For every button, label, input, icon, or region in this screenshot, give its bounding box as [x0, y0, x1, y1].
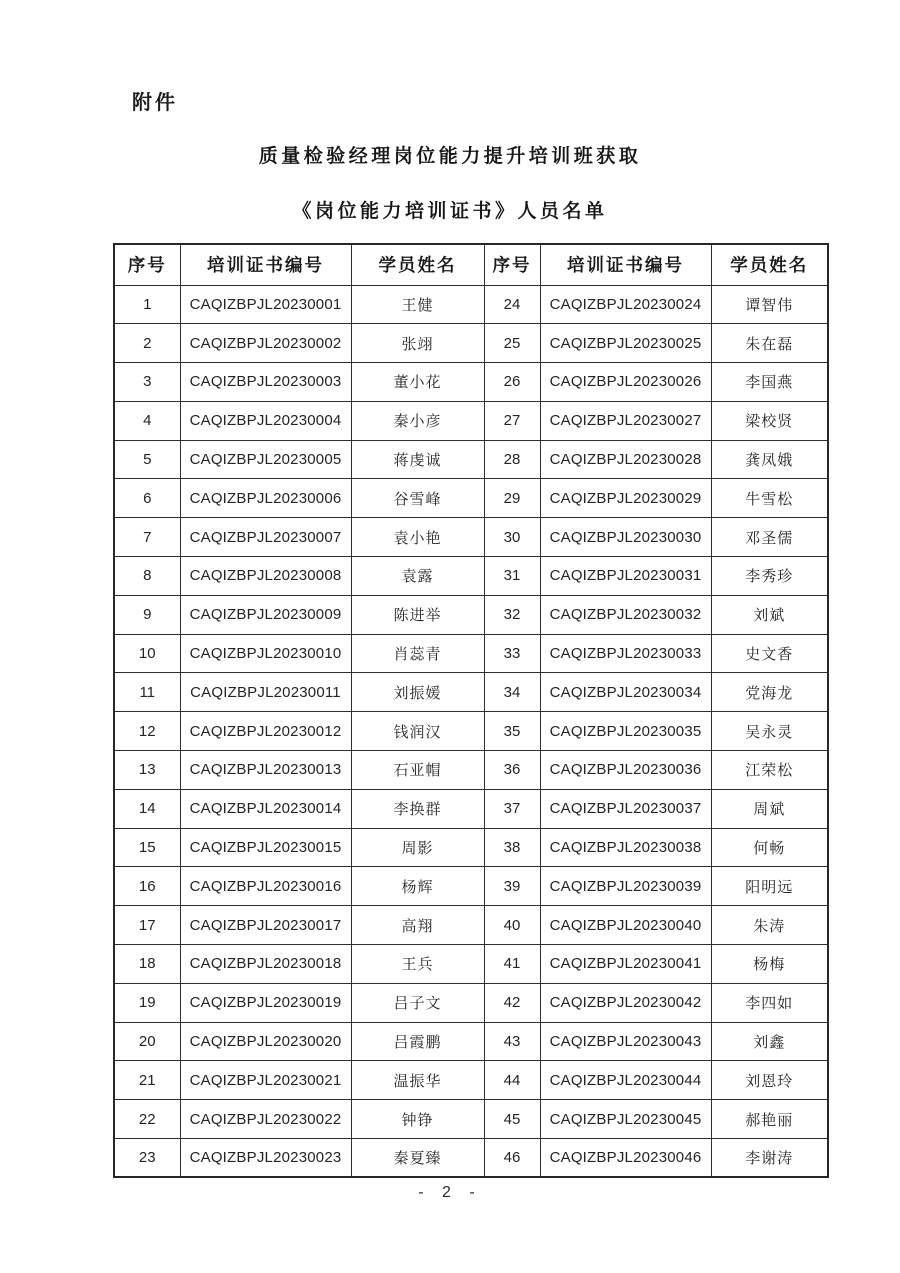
cell-name-left: 石亚帽: [351, 751, 484, 790]
cell-name-left: 肖蕊青: [351, 634, 484, 673]
cell-name-right: 李国燕: [711, 363, 828, 402]
cell-name-left: 袁露: [351, 557, 484, 596]
cell-cert-left: CAQIZBPJL20230007: [180, 518, 351, 557]
cell-cert-left: CAQIZBPJL20230022: [180, 1100, 351, 1139]
table-row: [114, 828, 828, 867]
cell-index-left: 11: [114, 673, 180, 712]
cell-name-right: 党海龙: [711, 673, 828, 712]
table-row: [114, 712, 828, 751]
cell-cert-left: CAQIZBPJL20230020: [180, 1022, 351, 1061]
cell-cert-right: CAQIZBPJL20230038: [540, 828, 711, 867]
cell-name-left: 秦夏臻: [351, 1139, 484, 1178]
cell-name-left: 陈进举: [351, 595, 484, 634]
cell-name-right: 史文香: [711, 634, 828, 673]
header-cell-index-left: 序号: [114, 244, 180, 285]
cell-cert-left: CAQIZBPJL20230017: [180, 906, 351, 945]
cell-cert-left: CAQIZBPJL20230014: [180, 789, 351, 828]
cell-index-right: 32: [484, 595, 540, 634]
cell-name-right: 邓圣儒: [711, 518, 828, 557]
cell-index-right: 36: [484, 751, 540, 790]
cell-index-left: 4: [114, 401, 180, 440]
cell-index-left: 9: [114, 595, 180, 634]
cell-index-right: 34: [484, 673, 540, 712]
cell-name-right: 吴永灵: [711, 712, 828, 751]
cell-index-left: 8: [114, 557, 180, 596]
cell-cert-left: CAQIZBPJL20230023: [180, 1139, 351, 1178]
cell-index-right: 41: [484, 945, 540, 984]
table-row: [114, 867, 828, 906]
cell-name-right: 杨梅: [711, 945, 828, 984]
header-cell-name-right: 学员姓名: [711, 244, 828, 285]
cell-cert-left: CAQIZBPJL20230010: [180, 634, 351, 673]
cell-index-left: 18: [114, 945, 180, 984]
cell-cert-left: CAQIZBPJL20230008: [180, 557, 351, 596]
cell-cert-left: CAQIZBPJL20230009: [180, 595, 351, 634]
cell-cert-left: CAQIZBPJL20230021: [180, 1061, 351, 1100]
cell-name-right: 周斌: [711, 789, 828, 828]
table-row: [114, 945, 828, 984]
cell-cert-right: CAQIZBPJL20230043: [540, 1022, 711, 1061]
cell-cert-right: CAQIZBPJL20230039: [540, 867, 711, 906]
header-cell-cert-left: 培训证书编号: [180, 244, 351, 285]
cell-name-right: 李谢涛: [711, 1139, 828, 1178]
cell-index-left: 6: [114, 479, 180, 518]
cell-cert-left: CAQIZBPJL20230011: [180, 673, 351, 712]
cell-name-left: 吕霞鹏: [351, 1022, 484, 1061]
cell-cert-left: CAQIZBPJL20230016: [180, 867, 351, 906]
cell-cert-right: CAQIZBPJL20230046: [540, 1139, 711, 1178]
cell-name-left: 蒋虔诚: [351, 440, 484, 479]
cell-name-left: 张翊: [351, 324, 484, 363]
cell-index-left: 14: [114, 789, 180, 828]
table-row: [114, 906, 828, 945]
cell-cert-right: CAQIZBPJL20230029: [540, 479, 711, 518]
table-row: [114, 324, 828, 363]
table-row: [114, 363, 828, 402]
table-row: [114, 479, 828, 518]
cell-name-right: 阳明远: [711, 867, 828, 906]
table-row: [114, 634, 828, 673]
table-row: [114, 440, 828, 479]
cell-index-right: 45: [484, 1100, 540, 1139]
cell-index-right: 31: [484, 557, 540, 596]
cell-name-left: 李换群: [351, 789, 484, 828]
roster-table-body: [114, 285, 828, 1177]
cell-index-right: 30: [484, 518, 540, 557]
header-cell-name-left: 学员姓名: [351, 244, 484, 285]
cell-cert-left: CAQIZBPJL20230001: [180, 285, 351, 324]
cell-cert-right: CAQIZBPJL20230030: [540, 518, 711, 557]
table-row: [114, 1061, 828, 1100]
cell-cert-right: CAQIZBPJL20230036: [540, 751, 711, 790]
cell-name-right: 李秀珍: [711, 557, 828, 596]
cell-name-left: 秦小彦: [351, 401, 484, 440]
table-row: [114, 557, 828, 596]
cell-cert-right: CAQIZBPJL20230040: [540, 906, 711, 945]
document-title-line2: 《岗位能力培训证书》人员名单: [292, 201, 608, 222]
cell-cert-right: CAQIZBPJL20230035: [540, 712, 711, 751]
cell-index-left: 3: [114, 363, 180, 402]
cell-cert-right: CAQIZBPJL20230041: [540, 945, 711, 984]
cell-index-left: 21: [114, 1061, 180, 1100]
cell-cert-right: CAQIZBPJL20230025: [540, 324, 711, 363]
cell-cert-right: CAQIZBPJL20230044: [540, 1061, 711, 1100]
cell-index-left: 20: [114, 1022, 180, 1061]
cell-name-right: 李四如: [711, 983, 828, 1022]
cell-index-left: 16: [114, 867, 180, 906]
page-number: - 2 -: [418, 1184, 482, 1201]
table-row: [114, 1139, 828, 1178]
cell-index-right: 29: [484, 479, 540, 518]
cell-name-right: 牛雪松: [711, 479, 828, 518]
cell-index-left: 1: [114, 285, 180, 324]
cell-index-left: 2: [114, 324, 180, 363]
table-row: [114, 1022, 828, 1061]
cell-name-right: 朱在磊: [711, 324, 828, 363]
cell-name-left: 王兵: [351, 945, 484, 984]
cell-index-right: 40: [484, 906, 540, 945]
cell-name-left: 高翔: [351, 906, 484, 945]
cell-cert-right: CAQIZBPJL20230024: [540, 285, 711, 324]
cell-cert-left: CAQIZBPJL20230018: [180, 945, 351, 984]
cell-index-left: 15: [114, 828, 180, 867]
cell-name-right: 刘鑫: [711, 1022, 828, 1061]
cell-name-left: 钱润汉: [351, 712, 484, 751]
cell-index-right: 44: [484, 1061, 540, 1100]
cell-cert-right: CAQIZBPJL20230031: [540, 557, 711, 596]
cell-cert-right: CAQIZBPJL20230027: [540, 401, 711, 440]
attachment-label: 附件: [132, 92, 178, 114]
cell-cert-left: CAQIZBPJL20230004: [180, 401, 351, 440]
cell-index-right: 37: [484, 789, 540, 828]
table-row: [114, 673, 828, 712]
document-title-line1: 质量检验经理岗位能力提升培训班获取: [258, 146, 642, 167]
cell-cert-left: CAQIZBPJL20230006: [180, 479, 351, 518]
cell-cert-left: CAQIZBPJL20230015: [180, 828, 351, 867]
cell-index-right: 24: [484, 285, 540, 324]
cell-cert-right: CAQIZBPJL20230026: [540, 363, 711, 402]
cell-name-left: 袁小艳: [351, 518, 484, 557]
cell-cert-right: CAQIZBPJL20230037: [540, 789, 711, 828]
cell-cert-right: CAQIZBPJL20230028: [540, 440, 711, 479]
cell-index-right: 26: [484, 363, 540, 402]
cell-index-right: 42: [484, 983, 540, 1022]
cell-name-right: 梁校贤: [711, 401, 828, 440]
cell-index-right: 33: [484, 634, 540, 673]
cell-name-right: 朱涛: [711, 906, 828, 945]
cell-name-right: 刘恩玲: [711, 1061, 828, 1100]
table-row: [114, 789, 828, 828]
cell-index-left: 19: [114, 983, 180, 1022]
cell-index-right: 38: [484, 828, 540, 867]
header-cell-index-right: 序号: [484, 244, 540, 285]
roster-table: [113, 243, 829, 1178]
cell-name-left: 谷雪峰: [351, 479, 484, 518]
table-row: [114, 983, 828, 1022]
cell-index-right: 46: [484, 1139, 540, 1178]
cell-index-left: 22: [114, 1100, 180, 1139]
table-row: [114, 751, 828, 790]
cell-cert-left: CAQIZBPJL20230013: [180, 751, 351, 790]
cell-name-left: 周影: [351, 828, 484, 867]
cell-index-left: 5: [114, 440, 180, 479]
cell-name-left: 吕子文: [351, 983, 484, 1022]
cell-name-left: 温振华: [351, 1061, 484, 1100]
cell-index-left: 23: [114, 1139, 180, 1178]
cell-cert-right: CAQIZBPJL20230034: [540, 673, 711, 712]
cell-index-right: 39: [484, 867, 540, 906]
cell-index-right: 35: [484, 712, 540, 751]
cell-index-right: 25: [484, 324, 540, 363]
cell-name-left: 王健: [351, 285, 484, 324]
cell-cert-left: CAQIZBPJL20230012: [180, 712, 351, 751]
cell-cert-left: CAQIZBPJL20230005: [180, 440, 351, 479]
table-row: [114, 595, 828, 634]
cell-name-left: 董小花: [351, 363, 484, 402]
table-row: [114, 1100, 828, 1139]
table-header-row: [114, 244, 828, 285]
cell-index-left: 7: [114, 518, 180, 557]
cell-index-left: 10: [114, 634, 180, 673]
table-row: [114, 518, 828, 557]
cell-name-right: 何畅: [711, 828, 828, 867]
cell-name-right: 龚凤娥: [711, 440, 828, 479]
cell-cert-left: CAQIZBPJL20230002: [180, 324, 351, 363]
cell-cert-right: CAQIZBPJL20230042: [540, 983, 711, 1022]
cell-name-right: 谭智伟: [711, 285, 828, 324]
cell-name-left: 刘振媛: [351, 673, 484, 712]
cell-cert-right: CAQIZBPJL20230032: [540, 595, 711, 634]
header-cell-cert-right: 培训证书编号: [540, 244, 711, 285]
cell-cert-left: CAQIZBPJL20230003: [180, 363, 351, 402]
cell-cert-left: CAQIZBPJL20230019: [180, 983, 351, 1022]
cell-index-right: 27: [484, 401, 540, 440]
cell-index-left: 12: [114, 712, 180, 751]
cell-index-right: 43: [484, 1022, 540, 1061]
cell-index-right: 28: [484, 440, 540, 479]
table-row: [114, 285, 828, 324]
cell-cert-right: CAQIZBPJL20230045: [540, 1100, 711, 1139]
cell-name-right: 江荣松: [711, 751, 828, 790]
cell-index-left: 13: [114, 751, 180, 790]
table-row: [114, 401, 828, 440]
cell-name-left: 钟铮: [351, 1100, 484, 1139]
cell-name-left: 杨辉: [351, 867, 484, 906]
cell-name-right: 郝艳丽: [711, 1100, 828, 1139]
cell-index-left: 17: [114, 906, 180, 945]
cell-cert-right: CAQIZBPJL20230033: [540, 634, 711, 673]
cell-name-right: 刘斌: [711, 595, 828, 634]
